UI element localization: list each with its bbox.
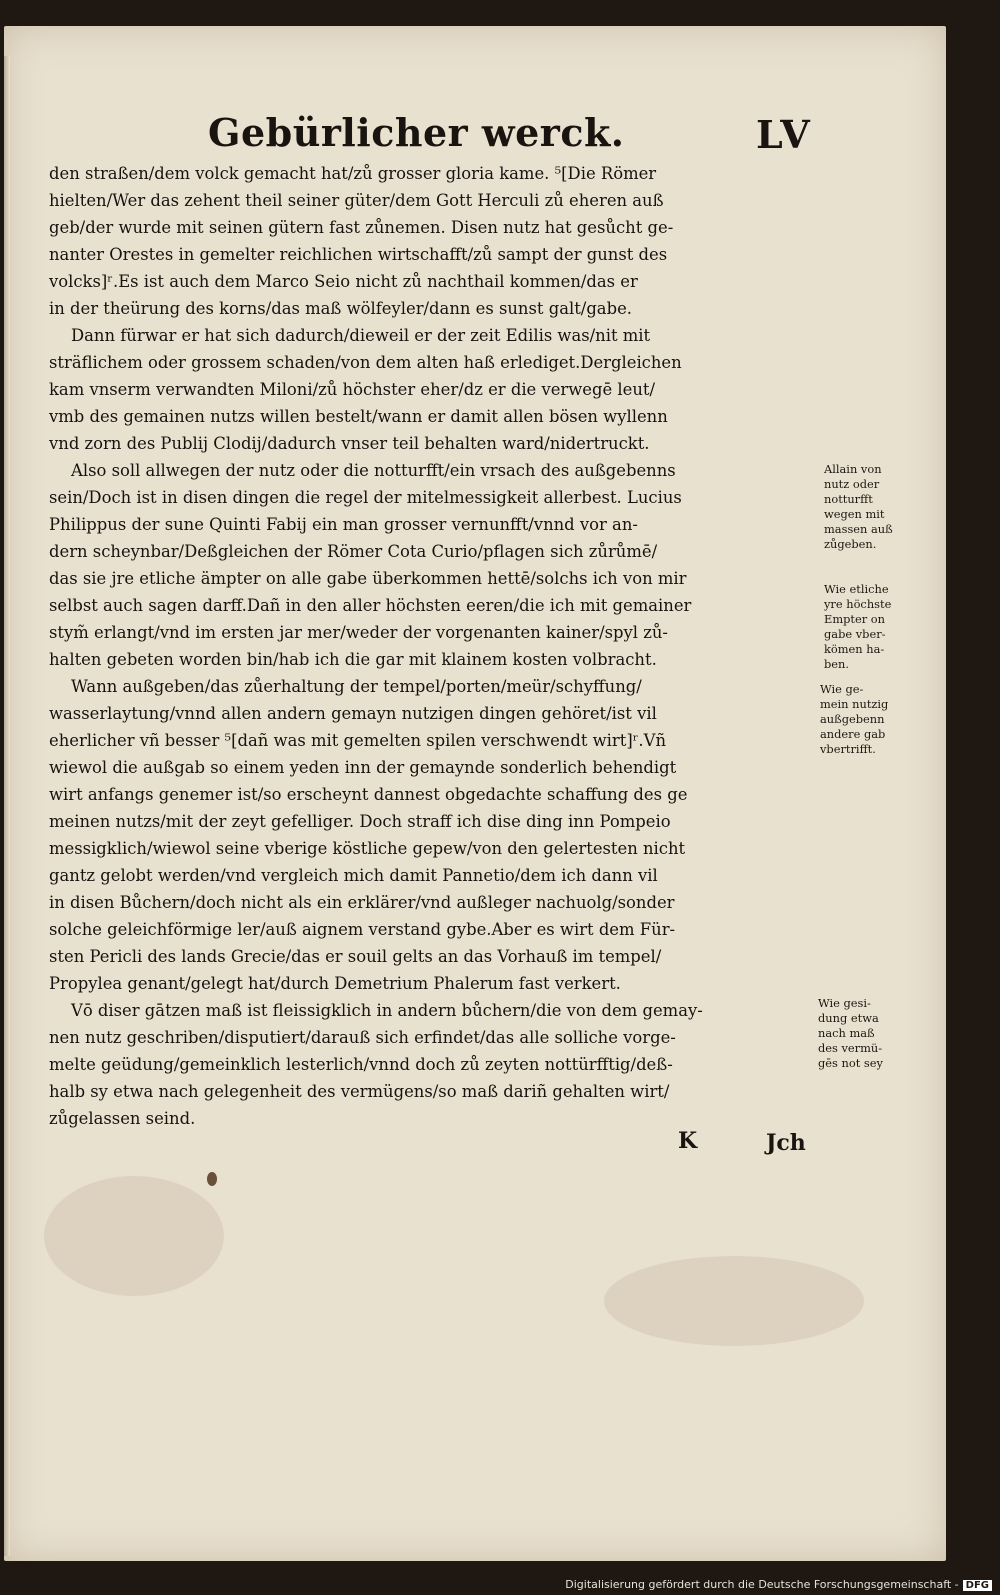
- marginal-note-line: Allain von: [824, 462, 882, 476]
- marginal-note-line: kömen ha-: [824, 642, 885, 656]
- text-line: halb sy etwa nach gelegenheit des vermügens/so maß dariñ gehalten wirt/: [49, 1082, 670, 1101]
- text-line: melte geüdung/gemeinklich lesterlich/vnnd doch zů zeyten nottürfftig/deß-: [49, 1055, 673, 1074]
- marginal-note-line: ben.: [824, 657, 849, 671]
- text-line: wasserlaytung/vnnd allen andern gemayn nutzigen dingen gehöret/ist vil: [49, 704, 657, 723]
- marginal-note-line: des vermü-: [818, 1041, 883, 1055]
- dfg-logo: DFG: [963, 1580, 992, 1591]
- paper-stain: [44, 1176, 224, 1296]
- text-line: wirt anfangs genemer ist/so erscheynt dannest obgedachte schaffung des ge: [49, 785, 688, 804]
- footer-text: Digitalisierung gefördert durch die Deutsche Forschungsgemeinschaft -: [565, 1578, 959, 1591]
- marginal-note-line: Empter on: [824, 612, 885, 626]
- text-line: den straßen/dem volck gemacht hat/zů grosser gloria kame. ⁵[Die Römer: [49, 164, 657, 183]
- text-line: selbst auch sagen darff.Dañ in den aller höchsten eeren/die ich mit gemainer: [49, 596, 692, 615]
- digitization-footer: [565, 1578, 992, 1591]
- text-line: hielten/Wer das zehent theil seiner güter/dem Gott Herculi zů eheren auß: [49, 191, 664, 210]
- signature-mark: K: [678, 1128, 698, 1154]
- marginal-note-line: yre höchste: [824, 597, 892, 611]
- text-line: solche geleichförmige ler/auß aignem verstand gybe.Aber es wirt dem Für-: [49, 920, 676, 939]
- text-line: sten Pericli des lands Grecie/das er souil gelts an das Vorhauß im tempel/: [49, 947, 662, 966]
- marginal-note-line: nach maß: [818, 1026, 875, 1040]
- marginal-note-line: wegen mit: [824, 507, 885, 521]
- text-line: zůgelassen seind.: [49, 1109, 196, 1128]
- text-line: das sie jre etliche ämpter on alle gabe überkommen hettē/solchs ich von mir: [49, 569, 687, 588]
- text-line: eherlicher vñ besser ⁵[dañ was mit gemelten spilen verschwendt wirt]ʳ.Vñ: [49, 731, 667, 750]
- marginal-note-line: Wie ge-: [820, 682, 864, 696]
- marginal-note-line: notturfft: [824, 492, 873, 506]
- text-line: vnd zorn des Publij Clodij/dadurch vnser teil behalten ward/nidertruckt.: [49, 434, 650, 453]
- text-line: sein/Doch ist in disen dingen die regel der mitelmessigkeit allerbest. Lucius: [49, 488, 682, 507]
- page-gutter-edge: [4, 56, 10, 1556]
- marginal-note-line: gabe vber-: [824, 627, 886, 641]
- marginal-note-line: andere gab: [820, 727, 886, 741]
- marginal-note-line: Wie etliche: [824, 582, 889, 596]
- text-line: Also soll allwegen der nutz oder die notturfft/ein vrsach des außgebenns: [71, 461, 676, 480]
- text-line: gantz gelobt werden/vnd vergleich mich damit Pannetio/dem ich dann vil: [49, 866, 658, 885]
- ink-spot: [207, 1172, 217, 1186]
- folio-number: LV: [756, 112, 812, 157]
- catchword: Jch: [766, 1130, 806, 1156]
- text-line: halten gebeten worden bin/hab ich die gar mit klainem kosten volbracht.: [49, 650, 657, 669]
- text-line: wiewol die außgab so einem yeden inn der gemaynde sonderlich behendigt: [49, 758, 677, 777]
- marginal-note-4: [818, 996, 906, 1071]
- text-line: Vō diser gātzen maß ist fleissigklich in andern bůchern/die von dem gemay-: [71, 1001, 703, 1020]
- body-text: [49, 160, 824, 1132]
- running-title: Gebürlicher werck.: [208, 110, 625, 155]
- paper-stain: [604, 1256, 864, 1346]
- text-line: in disen Bůchern/doch nicht als ein erklärer/vnd außleger nachuolg/sonder: [49, 893, 675, 912]
- text-line: vmb des gemainen nutzs willen bestelt/wann er damit allen bösen wyllenn: [49, 407, 668, 426]
- marginal-note-line: außgebenn: [820, 712, 885, 726]
- marginal-note-3: [820, 682, 908, 757]
- marginal-note-line: vbertrifft.: [820, 742, 876, 756]
- text-line: meinen nutzs/mit der zeyt gefelliger. Doch straff ich dise ding inn Pompeio: [49, 812, 671, 831]
- text-line: messigklich/wiewol seine vberige köstliche gepew/von den gelertesten nicht: [49, 839, 686, 858]
- text-line: geb/der wurde mit seinen gütern fast zůnemen. Disen nutz hat gesůcht ge-: [49, 218, 674, 237]
- text-line: sträflichem oder grossem schaden/von dem alten haß erlediget.Dergleichen: [49, 353, 682, 372]
- marginal-note-line: gēs not sey: [818, 1056, 883, 1070]
- text-line: Wann außgeben/das zůerhaltung der tempel/porten/meür/schyffung/: [71, 677, 642, 696]
- text-line: nen nutz geschriben/disputiert/darauß sich erfindet/das alle solliche vorge-: [49, 1028, 676, 1047]
- text-line: volcks]ʳ.Es ist auch dem Marco Seio nicht zů nachthail kommen/das er: [49, 272, 638, 291]
- marginal-note-line: Wie gesi-: [818, 996, 871, 1010]
- marginal-note-line: dung etwa: [818, 1011, 879, 1025]
- text-line: dern scheynbar/Deßgleichen der Römer Cota Curio/pflagen sich zůrůmē/: [49, 542, 658, 561]
- text-line: stym̃ erlangt/vnd im ersten jar mer/weder der vorgenanten kainer/spyl zů-: [49, 623, 668, 642]
- text-line: kam vnserm verwandten Miloni/zů höchster eher/dz er die verwegē leut/: [49, 380, 656, 399]
- text-line: Philippus der sune Quinti Fabij ein man grosser vernunfft/vnnd vor an-: [49, 515, 638, 534]
- text-line: Dann fürwar er hat sich dadurch/dieweil er der zeit Edilis was/nit mit: [71, 326, 651, 345]
- text-line: nanter Orestes in gemelter reichlichen wirtschafft/zů sampt der gunst des: [49, 245, 668, 264]
- marginal-note-line: mein nutzig: [820, 697, 889, 711]
- text-line: in der theürung des korns/das maß wölfeyler/dann es sunst galt/gabe.: [49, 299, 632, 318]
- marginal-note-line: nutz oder: [824, 477, 880, 491]
- text-line: Propylea genant/gelegt hat/durch Demetrium Phalerum fast verkert.: [49, 974, 621, 993]
- marginal-note-line: zůgeben.: [824, 537, 877, 551]
- marginal-note-1: [824, 462, 912, 552]
- marginal-note-line: massen auß: [824, 522, 893, 536]
- marginal-note-2: [824, 582, 912, 672]
